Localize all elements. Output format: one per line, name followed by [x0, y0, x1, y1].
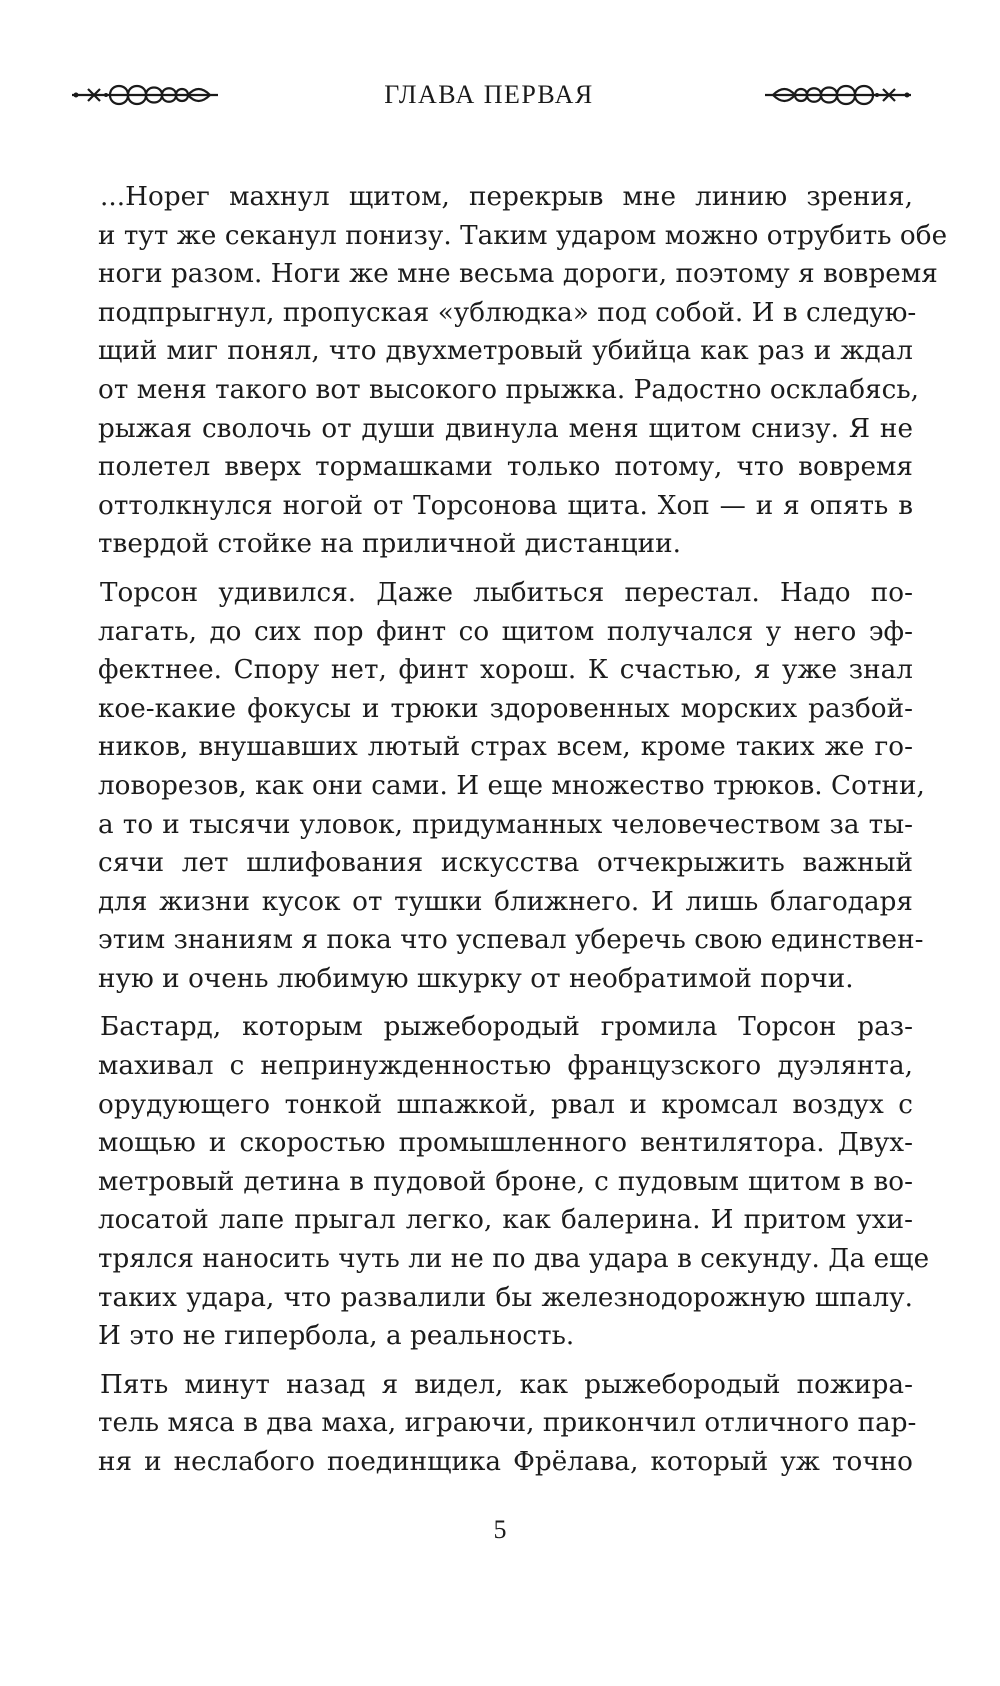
chapter-header — [65, 72, 913, 122]
page-number: 5 — [493, 1515, 507, 1544]
text-line: ловорезов, как они сами. И еще множество трюков. Сотни, — [98, 770, 925, 801]
text-line: полетел вверх тормашками только потому, что вовремя — [98, 452, 913, 483]
text-line: от меня такого вот высокого прыжка. Радостно осклабясь, — [98, 374, 920, 405]
paragraph — [68, 1008, 930, 1355]
text-line: орудующего тонкой шпажкой, рвал и кромсал воздух с — [98, 1089, 913, 1120]
text-line: ноги разом. Ноги же мне весьма дороги, поэтому я вовремя — [98, 259, 938, 290]
text-line: И это не гипербола, а реальность. — [98, 1321, 575, 1352]
text-line: махивал с непринужденностью французского дуэлянта, — [98, 1051, 913, 1082]
text-line: щий миг понял, что двухметровый убийца как раз и ждал — [98, 336, 913, 367]
text-line: ...Норег махнул щитом, перекрыв мне линию зрения, — [100, 182, 913, 212]
text-line: этим знаниям я пока что успевал уберечь свою единствен- — [98, 925, 924, 956]
text-line: ня и неслабого поединщика Фрёлава, который уж точно — [98, 1447, 913, 1477]
text-line: трялся наносить чуть ли не по два удара в секунду. Да еще — [98, 1244, 930, 1275]
text-line: а то и тысячи уловок, придуманных человечеством за ты- — [98, 809, 913, 840]
text-line: для жизни кусок от тушки ближнего. И лишь благодаря — [98, 886, 913, 917]
text-line: лагать, до сих пор финт со щитом получался у него эф- — [98, 616, 913, 647]
text-line: ную и очень любимую шкурку от необратимой порчи. — [98, 963, 854, 994]
text-line: оттолкнулся ногой от Торсонова щита. Хоп — и я опять в — [98, 490, 913, 521]
text-line: твердой стойке на приличной дистанции. — [98, 529, 681, 560]
paragraph — [68, 574, 925, 999]
chapter-title: ГЛАВА ПЕРВАЯ — [384, 80, 594, 109]
text-line: и тут же секанул понизу. Таким ударом можно отрубить обе — [98, 220, 948, 251]
paragraph — [68, 178, 948, 564]
text-line: фектнее. Спору нет, финт хорош. К счастью, я уже знал — [98, 655, 913, 686]
text-line: метровый детина в пудовой броне, с пудовым щитом в во- — [98, 1166, 913, 1197]
text-line: ников, внушавших лютый страх всем, кроме таких же го- — [98, 732, 913, 763]
text-line: тель мяса в два маха, играючи, прикончил отличного пар- — [98, 1408, 917, 1439]
text-line: Пять минут назад я видел, как рыжебородый пожира- — [100, 1369, 913, 1400]
ornament-right-icon — [763, 75, 913, 115]
text-line: мощью и скоростью промышленного вентилятора. Двух- — [98, 1128, 913, 1159]
text-line: Торсон удивился. Даже лыбиться перестал. Надо по- — [100, 577, 913, 608]
paragraph — [68, 1366, 917, 1482]
text-line: подпрыгнул, пропуская «ублюдка» под собой. И в следую- — [98, 297, 917, 328]
body-text — [68, 178, 948, 1492]
text-line: кое-какие фокусы и трюки здоровенных морских разбой- — [98, 693, 913, 724]
text-line: рыжая сволочь от души двинула меня щитом снизу. Я не — [98, 413, 913, 444]
text-line: сячи лет шлифования искусства отчекрыжить важный — [98, 848, 913, 879]
text-line: Бастард, которым рыжебородый громила Торсон раз- — [100, 1012, 913, 1043]
text-line: таких удара, что развалили бы железнодорожную шпалу. — [98, 1282, 913, 1313]
text-line: лосатой лапе прыгал легко, как балерина. И притом ухи- — [98, 1205, 913, 1236]
